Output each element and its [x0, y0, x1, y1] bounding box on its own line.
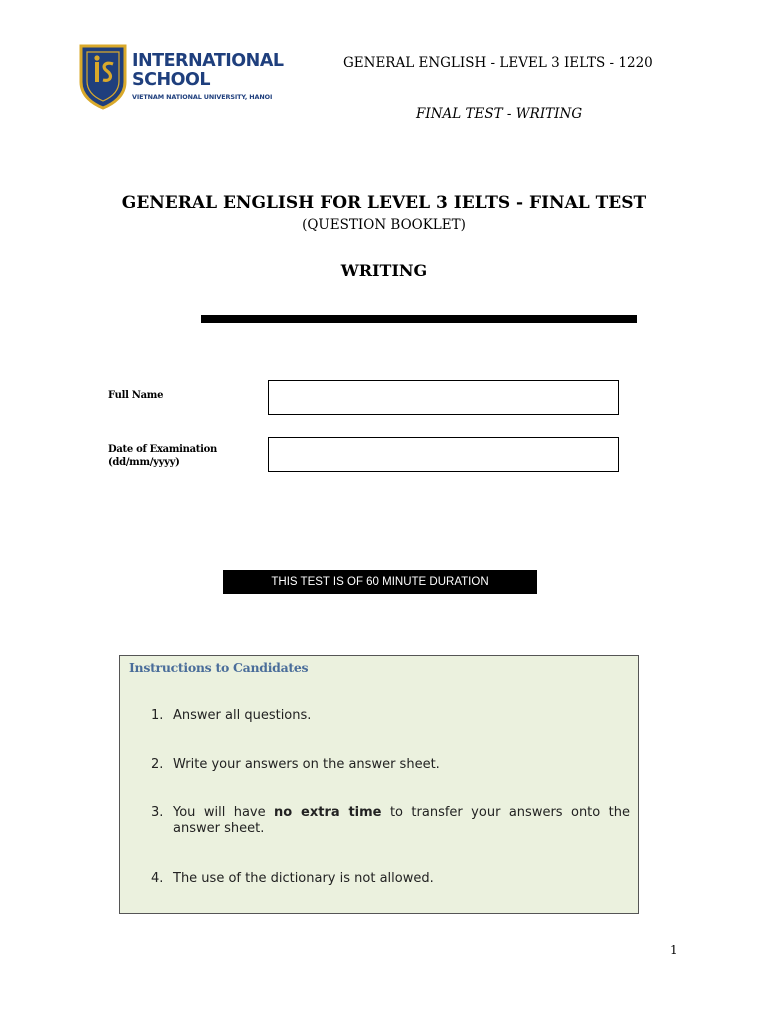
instructions-title: Instructions to Candidates — [129, 660, 309, 675]
divider-bar — [201, 315, 637, 323]
instruction-item: The use of the dictionary is not allowed. — [173, 871, 434, 886]
page-number: 1 — [670, 943, 678, 957]
test-header-prefix: FINAL TEST — [416, 106, 503, 122]
instruction-item: Answer all questions. — [173, 708, 312, 723]
logo-text-line1: INTERNATIONAL — [132, 51, 284, 71]
duration-banner: THIS TEST IS OF 60 MINUTE DURATION — [223, 570, 537, 594]
course-header: GENERAL ENGLISH - LEVEL 3 IELTS - 1220 — [343, 55, 653, 71]
page-title: GENERAL ENGLISH FOR LEVEL 3 IELTS - FINAL TEST — [121, 193, 647, 213]
instruction-emphasis: no extra time — [274, 805, 382, 820]
school-shield-icon — [79, 44, 127, 110]
school-logo — [79, 44, 301, 112]
date-of-exam-field[interactable] — [268, 437, 619, 472]
instructions-box — [119, 655, 639, 914]
logo-text-line2: SCHOOL — [132, 70, 210, 90]
date-label-line2: (dd/mm/yyyy) — [108, 457, 180, 468]
test-header — [416, 106, 582, 122]
instruction-number: 1. — [151, 708, 164, 723]
test-header-dash: - — [502, 106, 516, 122]
date-label-line1: Date of Examination — [108, 444, 217, 455]
full-name-field[interactable] — [268, 380, 619, 415]
instruction-number: 3. — [151, 805, 164, 820]
instruction-text: to transfer your answers onto the answer sheet. — [173, 805, 635, 836]
full-name-label: Full Name — [108, 390, 164, 401]
instruction-number: 4. — [151, 871, 164, 886]
test-header-suffix: WRITING — [515, 106, 583, 122]
instruction-number: 2. — [151, 757, 164, 772]
section-title: WRITING — [340, 261, 428, 280]
logo-text-line3: VIETNAM NATIONAL UNIVERSITY, HANOI — [132, 93, 273, 101]
instruction-text: You will have — [173, 805, 275, 820]
page-subtitle: (QUESTION BOOKLET) — [302, 217, 466, 233]
date-of-exam-label — [108, 443, 248, 469]
instruction-item: Write your answers on the answer sheet. — [173, 757, 440, 772]
instruction-item — [173, 805, 635, 837]
